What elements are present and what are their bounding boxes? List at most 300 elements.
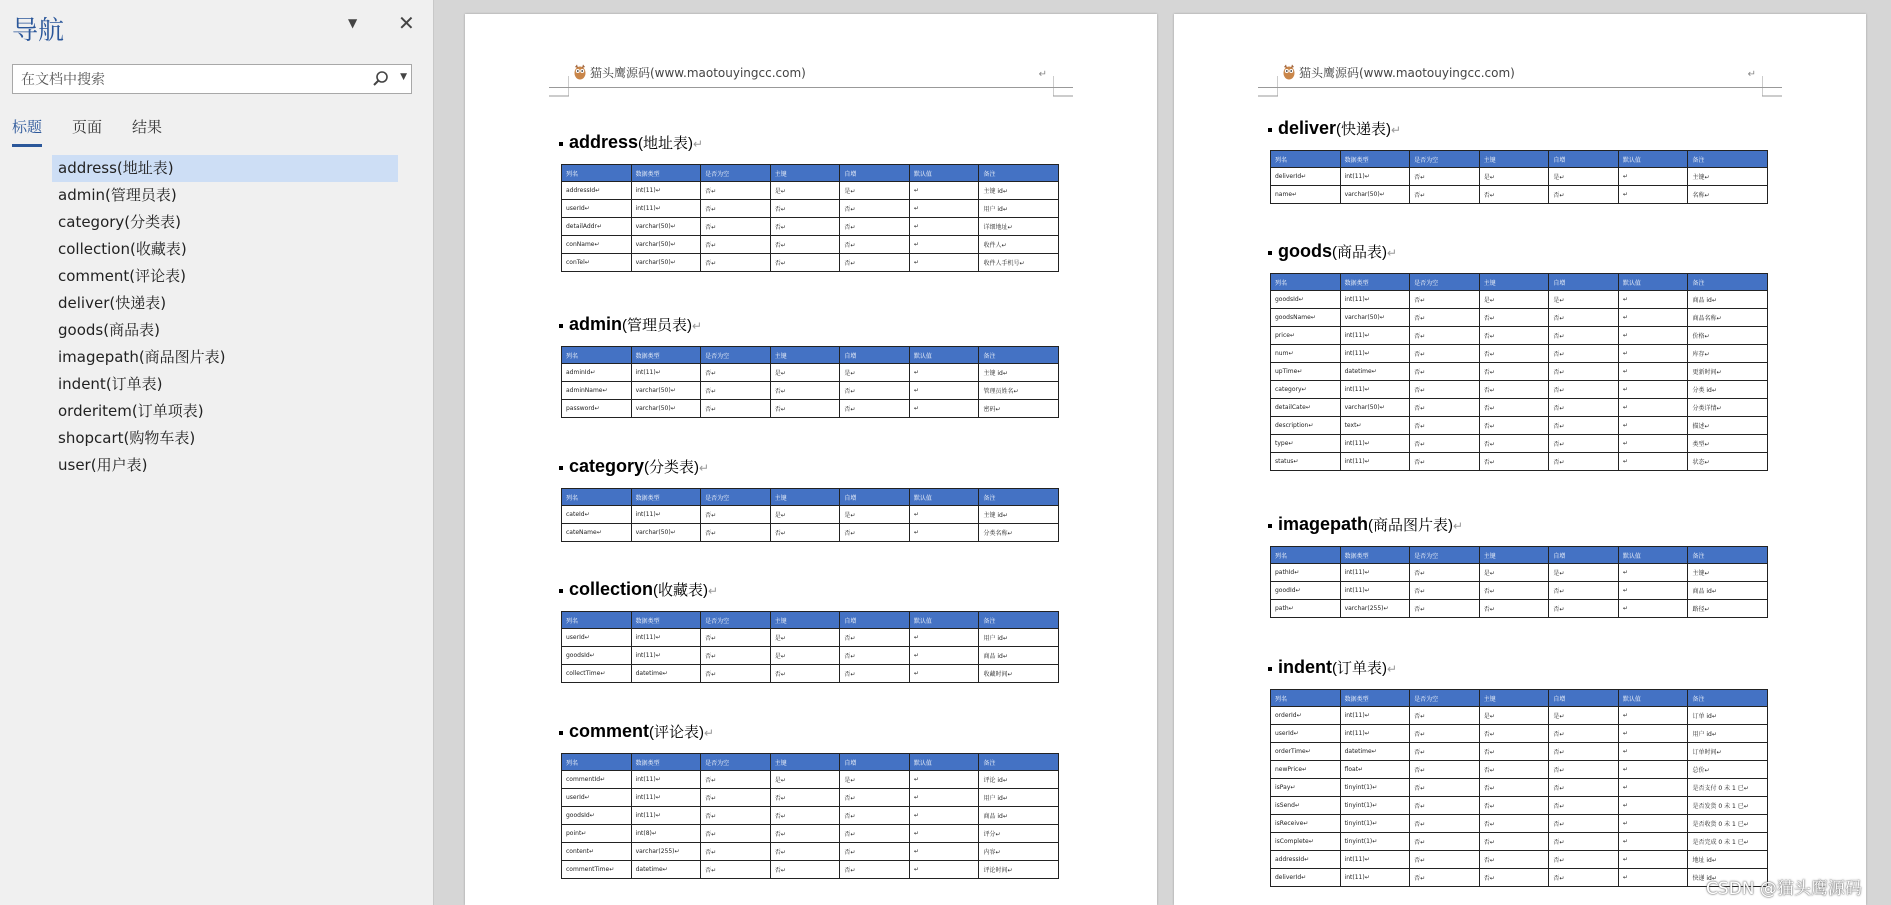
table-cell[interactable]: 否↵ [770,524,840,542]
table-cell[interactable]: 内容↵ [979,843,1059,861]
table-cell[interactable]: 否↵ [1410,725,1480,743]
table-cell[interactable]: ↵ [1618,833,1688,851]
table-cell[interactable]: 否↵ [1549,309,1619,327]
nav-heading-item[interactable]: collection(收藏表) [58,240,187,258]
table-cell[interactable]: 否↵ [701,861,771,879]
search-box[interactable] [12,64,412,94]
table-cell[interactable]: ↵ [909,506,979,524]
table-cell[interactable]: 否↵ [770,236,840,254]
table-cell[interactable]: detailAddr↵ [562,218,632,236]
table-cell[interactable]: 否↵ [1479,309,1549,327]
table-cell[interactable]: adminId↵ [562,364,632,382]
nav-heading-item[interactable]: admin(管理员表) [58,186,177,204]
table-cell[interactable]: 订单时间↵ [1688,743,1768,761]
section-heading[interactable] [1268,657,1397,678]
section-heading[interactable] [559,721,714,742]
table-cell[interactable]: 否↵ [1479,363,1549,381]
table-cell[interactable]: collectTime↵ [562,665,632,683]
table-cell[interactable]: 否↵ [1410,453,1480,471]
table-cell[interactable]: 商品 id↵ [1688,582,1768,600]
table-cell[interactable]: 否↵ [1549,453,1619,471]
table-cell[interactable]: int(11)↵ [1340,435,1410,453]
tab-pages[interactable]: 页面 [72,118,103,136]
table-cell[interactable]: 否↵ [1410,309,1480,327]
table-cell[interactable]: 否↵ [1410,851,1480,869]
table-cell[interactable]: 名称↵ [1688,186,1768,204]
table-cell[interactable]: 否↵ [770,843,840,861]
table-cell[interactable]: password↵ [562,400,632,418]
table-cell[interactable]: ↵ [909,524,979,542]
table-cell[interactable]: 否↵ [701,825,771,843]
table-cell[interactable]: ↵ [909,789,979,807]
table-cell[interactable]: 是↵ [770,364,840,382]
table-cell[interactable]: 否↵ [840,665,910,683]
table-cell[interactable]: 是↵ [1479,564,1549,582]
table-cell[interactable]: 否↵ [1549,327,1619,345]
table-cell[interactable]: ↵ [909,771,979,789]
table-cell[interactable]: 否↵ [840,825,910,843]
table-cell[interactable]: varchar(255)↵ [631,843,701,861]
table-cell[interactable]: datetime↵ [631,665,701,683]
table-cell[interactable]: ↵ [1618,168,1688,186]
table-cell[interactable]: 快递 id↵ [1688,869,1768,887]
table-cell[interactable]: int(11)↵ [1340,327,1410,345]
table-cell[interactable]: ↵ [909,647,979,665]
table-cell[interactable]: int(11)↵ [1340,345,1410,363]
table-cell[interactable]: int(11)↵ [631,506,701,524]
table-cell[interactable]: conName↵ [562,236,632,254]
search-icon[interactable] [372,70,389,87]
table-cell[interactable]: goodsName↵ [1271,309,1341,327]
table-cell[interactable]: 否↵ [1479,345,1549,363]
table-cell[interactable]: ↵ [1618,869,1688,887]
table-cell[interactable]: 否↵ [840,218,910,236]
pane-splitter[interactable] [434,0,464,905]
table-cell[interactable]: 详细地址↵ [979,218,1059,236]
table-cell[interactable]: varchar(50)↵ [1340,309,1410,327]
table-cell[interactable]: adminName↵ [562,382,632,400]
table-cell[interactable]: int(11)↵ [1340,564,1410,582]
table-cell[interactable]: varchar(50)↵ [1340,399,1410,417]
table-cell[interactable]: 否↵ [1479,797,1549,815]
table-cell[interactable]: 否↵ [1549,399,1619,417]
table-cell[interactable]: 否↵ [701,200,771,218]
nav-heading-item[interactable]: address(地址表) [52,155,398,182]
table-cell[interactable]: 否↵ [1410,186,1480,204]
table-cell[interactable]: 评论 id↵ [979,771,1059,789]
table-cell[interactable]: tinyint(1)↵ [1340,779,1410,797]
table-cell[interactable]: 否↵ [1479,761,1549,779]
table-cell[interactable]: int(11)↵ [631,364,701,382]
table-cell[interactable]: ↵ [1618,779,1688,797]
table-cell[interactable]: 否↵ [701,218,771,236]
table-cell[interactable]: 否↵ [840,843,910,861]
table-cell[interactable]: 否↵ [701,647,771,665]
table-cell[interactable]: 否↵ [1549,345,1619,363]
table-cell[interactable]: float↵ [1340,761,1410,779]
table-cell[interactable]: 是↵ [770,506,840,524]
table-cell[interactable]: 库存↵ [1688,345,1768,363]
table-cell[interactable]: int(11)↵ [631,629,701,647]
table-cell[interactable]: 是↵ [840,364,910,382]
table-cell[interactable]: 否↵ [1479,779,1549,797]
table-cell[interactable]: 否↵ [1549,851,1619,869]
table-cell[interactable]: ↵ [909,861,979,879]
table-cell[interactable]: varchar(50)↵ [631,254,701,272]
section-heading[interactable] [1268,118,1401,139]
table-cell[interactable]: ↵ [1618,600,1688,618]
table-cell[interactable]: 否↵ [1410,168,1480,186]
table-cell[interactable]: 否↵ [840,807,910,825]
table-cell[interactable]: addressId↵ [1271,851,1341,869]
table-cell[interactable]: ↵ [1618,381,1688,399]
table-cell[interactable]: 描述↵ [1688,417,1768,435]
table-cell[interactable]: 否↵ [1549,381,1619,399]
table-cell[interactable]: 是↵ [1479,707,1549,725]
table-cell[interactable]: 路径↵ [1688,600,1768,618]
table-cell[interactable]: 否↵ [701,400,771,418]
table-cell[interactable]: 否↵ [1410,417,1480,435]
table-cell[interactable]: 否↵ [770,200,840,218]
table-cell[interactable]: 否↵ [1549,582,1619,600]
table-cell[interactable]: 否↵ [770,861,840,879]
nav-heading-item[interactable]: category(分类表) [58,213,181,231]
table-cell[interactable]: orderId↵ [1271,707,1341,725]
table-cell[interactable]: cateId↵ [562,506,632,524]
table-cell[interactable]: 否↵ [701,506,771,524]
table-cell[interactable]: 否↵ [1410,435,1480,453]
table-cell[interactable]: 商品 id↵ [1688,291,1768,309]
table-cell[interactable]: int(11)↵ [1340,582,1410,600]
table-cell[interactable]: int(11)↵ [631,647,701,665]
table-cell[interactable]: description↵ [1271,417,1341,435]
table-cell[interactable]: int(11)↵ [631,807,701,825]
table-cell[interactable]: 否↵ [1549,417,1619,435]
table-cell[interactable]: 收藏时间↵ [979,665,1059,683]
table-cell[interactable]: 否↵ [1479,453,1549,471]
table-cell[interactable]: 否↵ [1410,363,1480,381]
table-cell[interactable]: 否↵ [770,789,840,807]
table-cell[interactable]: ↵ [1618,399,1688,417]
table-cell[interactable]: 否↵ [1410,291,1480,309]
table-cell[interactable]: 否↵ [840,200,910,218]
table-cell[interactable]: int(11)↵ [631,771,701,789]
table-cell[interactable]: ↵ [1618,186,1688,204]
table-cell[interactable]: 否↵ [840,861,910,879]
table-cell[interactable]: 是↵ [1549,564,1619,582]
nav-heading-item[interactable]: user(用户表) [58,456,148,474]
table-cell[interactable]: cateName↵ [562,524,632,542]
table-cell[interactable]: 是↵ [840,506,910,524]
table-cell[interactable]: 是↵ [1549,707,1619,725]
table-cell[interactable]: userId↵ [562,629,632,647]
table-cell[interactable]: 否↵ [840,647,910,665]
table-cell[interactable]: 分类名称↵ [979,524,1059,542]
table-cell[interactable]: ↵ [1618,435,1688,453]
table-cell[interactable]: 主键 id↵ [979,506,1059,524]
table-cell[interactable]: 是↵ [770,629,840,647]
nav-heading-item[interactable]: shopcart(购物车表) [58,429,196,447]
section-heading[interactable] [559,132,703,153]
table-cell[interactable]: 否↵ [1479,851,1549,869]
nav-heading-item[interactable]: goods(商品表) [58,321,160,339]
table-cell[interactable]: datetime↵ [1340,743,1410,761]
table-cell[interactable]: varchar(50)↵ [631,524,701,542]
table-cell[interactable]: 否↵ [770,807,840,825]
table-cell[interactable]: 否↵ [701,382,771,400]
table-cell[interactable]: ↵ [1618,851,1688,869]
table-cell[interactable]: ↵ [909,364,979,382]
table-cell[interactable]: isComplete↵ [1271,833,1341,851]
table-cell[interactable]: 主键 id↵ [979,364,1059,382]
table-cell[interactable]: ↵ [909,182,979,200]
table-cell[interactable]: 商品 id↵ [979,647,1059,665]
table-cell[interactable]: 分类 id↵ [1688,381,1768,399]
table-cell[interactable]: 是否发货 0 未 1 已↵ [1688,797,1768,815]
table-cell[interactable]: 价格↵ [1688,327,1768,345]
table-cell[interactable]: ↵ [1618,797,1688,815]
table-cell[interactable]: 否↵ [1410,815,1480,833]
table-cell[interactable]: 否↵ [840,382,910,400]
table-cell[interactable]: content↵ [562,843,632,861]
table-cell[interactable]: conTel↵ [562,254,632,272]
table-cell[interactable]: tinyint(1)↵ [1340,833,1410,851]
table-cell[interactable]: 总价↵ [1688,761,1768,779]
table-cell[interactable]: 否↵ [701,843,771,861]
table-cell[interactable]: 主键 id↵ [979,182,1059,200]
table-cell[interactable]: 否↵ [770,825,840,843]
table-cell[interactable]: 是否收货 0 未 1 已↵ [1688,815,1768,833]
table-cell[interactable]: ↵ [909,218,979,236]
table-cell[interactable]: 否↵ [1479,399,1549,417]
table-cell[interactable]: num↵ [1271,345,1341,363]
table-cell[interactable]: 否↵ [1410,582,1480,600]
table-cell[interactable]: 否↵ [840,400,910,418]
section-heading[interactable] [1268,514,1463,535]
table-cell[interactable]: goodsId↵ [562,647,632,665]
table-cell[interactable]: 否↵ [701,524,771,542]
table-cell[interactable]: ↵ [1618,707,1688,725]
table-cell[interactable]: 用户 id↵ [979,629,1059,647]
table-cell[interactable]: 地址 id↵ [1688,851,1768,869]
table-cell[interactable]: varchar(255)↵ [1340,600,1410,618]
table-cell[interactable]: 否↵ [1479,582,1549,600]
table-cell[interactable]: type↵ [1271,435,1341,453]
table-cell[interactable]: ↵ [1618,291,1688,309]
table-cell[interactable]: ↵ [1618,327,1688,345]
table-cell[interactable]: ↵ [1618,453,1688,471]
table-cell[interactable]: ↵ [1618,363,1688,381]
table-cell[interactable]: ↵ [909,236,979,254]
table-cell[interactable]: ↵ [909,629,979,647]
table-cell[interactable]: 否↵ [701,665,771,683]
table-cell[interactable]: 否↵ [770,218,840,236]
table-cell[interactable]: userId↵ [562,789,632,807]
table-cell[interactable]: path↵ [1271,600,1341,618]
table-cell[interactable]: ↵ [909,843,979,861]
table-cell[interactable]: int(11)↵ [1340,851,1410,869]
nav-heading-item[interactable]: orderitem(订单项表) [58,402,204,420]
table-cell[interactable]: ↵ [909,382,979,400]
table-cell[interactable]: 是↵ [840,771,910,789]
table-cell[interactable]: userId↵ [1271,725,1341,743]
table-cell[interactable]: 否↵ [1479,815,1549,833]
table-cell[interactable]: ↵ [909,400,979,418]
table-cell[interactable]: 是↵ [1549,291,1619,309]
table-cell[interactable]: 否↵ [1479,381,1549,399]
table-cell[interactable]: 是↵ [1479,168,1549,186]
table-cell[interactable]: varchar(50)↵ [631,400,701,418]
table-cell[interactable]: int(11)↵ [1340,168,1410,186]
table-cell[interactable]: 否↵ [1549,833,1619,851]
tab-headings[interactable]: 标题 [12,116,42,147]
table-cell[interactable]: 否↵ [770,400,840,418]
table-cell[interactable]: point↵ [562,825,632,843]
table-cell[interactable]: 更新时间↵ [1688,363,1768,381]
table-cell[interactable]: 否↵ [840,629,910,647]
table-cell[interactable]: varchar(50)↵ [631,218,701,236]
table-cell[interactable]: 否↵ [1549,761,1619,779]
table-cell[interactable]: 用户 id↵ [979,789,1059,807]
table-cell[interactable]: isSend↵ [1271,797,1341,815]
table-cell[interactable]: 否↵ [1549,725,1619,743]
table-cell[interactable]: 是↵ [1549,168,1619,186]
chevron-down-icon[interactable]: ▼ [400,72,407,82]
table-cell[interactable]: 否↵ [701,182,771,200]
table-cell[interactable]: 否↵ [1410,761,1480,779]
table-cell[interactable]: int(11)↵ [1340,707,1410,725]
table-cell[interactable]: 否↵ [1410,743,1480,761]
section-heading[interactable] [1268,241,1397,262]
table-cell[interactable]: 否↵ [1549,363,1619,381]
table-cell[interactable]: 用户 id↵ [1688,725,1768,743]
table-cell[interactable]: 否↵ [1549,869,1619,887]
table-cell[interactable]: int(11)↵ [1340,869,1410,887]
table-cell[interactable]: int(11)↵ [631,200,701,218]
table-cell[interactable]: 类型↵ [1688,435,1768,453]
table-cell[interactable]: 否↵ [1410,564,1480,582]
nav-heading-item[interactable]: imagepath(商品图片表) [58,348,226,366]
table-cell[interactable]: commentTime↵ [562,861,632,879]
table-cell[interactable]: 否↵ [770,665,840,683]
table-cell[interactable]: deliverId↵ [1271,869,1341,887]
section-heading[interactable] [559,456,709,477]
table-cell[interactable]: text↵ [1340,417,1410,435]
table-cell[interactable]: ↵ [1618,761,1688,779]
table-cell[interactable]: varchar(50)↵ [1340,186,1410,204]
table-cell[interactable]: 否↵ [840,524,910,542]
table-cell[interactable]: varchar(50)↵ [631,382,701,400]
nav-heading-item[interactable]: indent(订单表) [58,375,163,393]
table-cell[interactable]: datetime↵ [1340,363,1410,381]
table-cell[interactable]: 否↵ [1549,186,1619,204]
table-cell[interactable]: 否↵ [1410,327,1480,345]
table-cell[interactable]: 否↵ [1549,815,1619,833]
table-cell[interactable]: 否↵ [1410,833,1480,851]
table-cell[interactable]: 否↵ [1549,743,1619,761]
table-cell[interactable]: name↵ [1271,186,1341,204]
table-cell[interactable]: 否↵ [1410,797,1480,815]
pane-options-icon[interactable]: ▼ [348,16,358,30]
table-cell[interactable]: 否↵ [770,254,840,272]
table-cell[interactable]: 是↵ [770,182,840,200]
table-cell[interactable]: isPay↵ [1271,779,1341,797]
nav-heading-item[interactable]: comment(评论表) [58,267,186,285]
section-heading[interactable] [559,579,718,600]
table-cell[interactable]: 否↵ [701,807,771,825]
table-cell[interactable]: price↵ [1271,327,1341,345]
table-cell[interactable]: 否↵ [1410,779,1480,797]
table-cell[interactable]: 主键↵ [1688,168,1768,186]
table-cell[interactable]: 评论时间↵ [979,861,1059,879]
search-input[interactable] [19,66,363,94]
table-cell[interactable]: 用户 id↵ [979,200,1059,218]
table-cell[interactable]: 否↵ [1410,399,1480,417]
table-cell[interactable]: 订单 id↵ [1688,707,1768,725]
table-cell[interactable]: 否↵ [1479,743,1549,761]
table-cell[interactable]: 否↵ [1479,186,1549,204]
tab-results[interactable]: 结果 [132,118,163,136]
table-cell[interactable]: int(11)↵ [1340,381,1410,399]
table-cell[interactable]: 否↵ [1479,600,1549,618]
table-cell[interactable]: 主键↵ [1688,564,1768,582]
table-cell[interactable]: ↵ [1618,582,1688,600]
close-icon[interactable]: ✕ [398,11,415,35]
table-cell[interactable]: 否↵ [840,236,910,254]
table-cell[interactable]: ↵ [909,200,979,218]
table-cell[interactable]: 否↵ [1479,417,1549,435]
table-cell[interactable]: ↵ [1618,564,1688,582]
table-cell[interactable]: 分类详情↵ [1688,399,1768,417]
table-cell[interactable]: 否↵ [1410,869,1480,887]
table-cell[interactable]: 否↵ [840,254,910,272]
table-cell[interactable]: status↵ [1271,453,1341,471]
nav-heading-item[interactable]: deliver(快递表) [58,294,167,312]
table-cell[interactable]: 否↵ [1410,381,1480,399]
table-cell[interactable]: int(11)↵ [1340,453,1410,471]
table-cell[interactable]: ↵ [1618,743,1688,761]
table-cell[interactable]: pathId↵ [1271,564,1341,582]
table-cell[interactable]: deliverId↵ [1271,168,1341,186]
table-cell[interactable]: int(11)↵ [631,789,701,807]
table-cell[interactable]: 否↵ [1479,833,1549,851]
table-cell[interactable]: 否↵ [701,254,771,272]
section-heading[interactable] [559,314,702,335]
table-cell[interactable]: 否↵ [1410,600,1480,618]
table-cell[interactable]: isReceive↵ [1271,815,1341,833]
table-cell[interactable]: category↵ [1271,381,1341,399]
table-cell[interactable]: 否↵ [701,629,771,647]
table-cell[interactable]: 否↵ [1549,797,1619,815]
table-cell[interactable]: 是否支付 0 未 1 已↵ [1688,779,1768,797]
table-cell[interactable]: 状态↵ [1688,453,1768,471]
table-cell[interactable]: newPrice↵ [1271,761,1341,779]
table-cell[interactable]: tinyint(1)↵ [1340,797,1410,815]
table-cell[interactable]: 否↵ [1410,345,1480,363]
table-cell[interactable]: ↵ [909,665,979,683]
table-cell[interactable]: 商品名称↵ [1688,309,1768,327]
table-cell[interactable]: 否↵ [1479,869,1549,887]
table-cell[interactable]: int(11)↵ [1340,725,1410,743]
table-cell[interactable]: int(11)↵ [1340,291,1410,309]
table-cell[interactable]: 否↵ [701,789,771,807]
table-cell[interactable]: 收件人手机号↵ [979,254,1059,272]
table-cell[interactable]: 否↵ [840,789,910,807]
table-cell[interactable]: ↵ [1618,345,1688,363]
table-cell[interactable]: datetime↵ [631,861,701,879]
table-cell[interactable]: goodsId↵ [1271,291,1341,309]
table-cell[interactable]: 否↵ [701,771,771,789]
